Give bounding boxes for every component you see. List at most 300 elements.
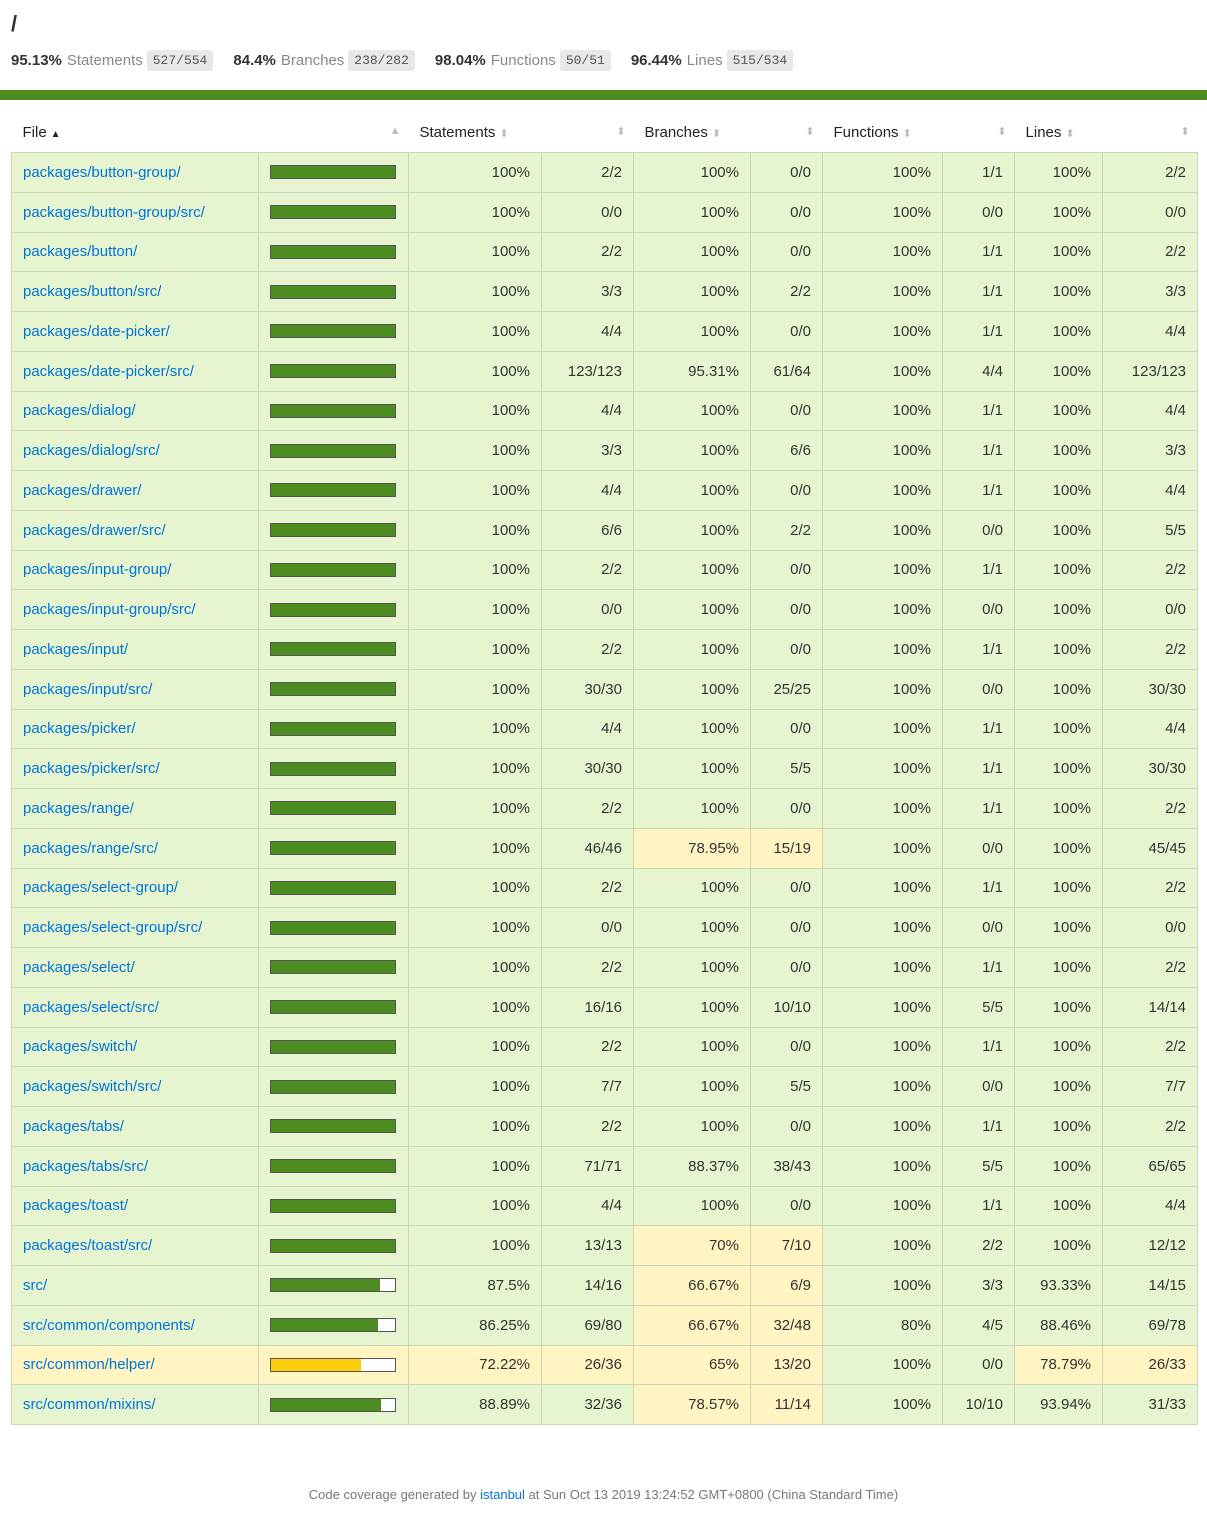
lines-fraction: 45/45 (1103, 828, 1198, 868)
coverage-bar-fill (271, 1041, 395, 1053)
coverage-bar-cell (259, 312, 409, 352)
lines-pct: 100% (1015, 908, 1103, 948)
sort-icon: ⬍ (805, 126, 815, 138)
file-link[interactable]: packages/button/src/ (23, 283, 162, 301)
lines-fraction: 4/4 (1103, 391, 1198, 431)
statements-pct: 100% (409, 1146, 542, 1186)
branches-pct: 100% (634, 908, 751, 948)
file-link[interactable]: packages/switch/ (23, 1038, 138, 1056)
summary-label: Statements (66, 52, 143, 69)
lines-fraction: 31/33 (1103, 1385, 1198, 1425)
footer (0, 1487, 1207, 1502)
coverage-bar-cell (259, 987, 409, 1027)
functions-fraction: 1/1 (943, 431, 1015, 471)
branches-pct: 70% (634, 1226, 751, 1266)
lines-pct: 100% (1015, 272, 1103, 312)
table-row (12, 749, 1198, 789)
table-row (12, 550, 1198, 590)
coverage-bar-cell (259, 908, 409, 948)
file-cell (12, 471, 259, 511)
coverage-bar-fill (271, 683, 395, 695)
coverage-bar-cell (259, 1305, 409, 1345)
summary-statements (11, 50, 213, 71)
coverage-bar-cell (259, 1107, 409, 1147)
summary-label: Lines (686, 52, 723, 69)
file-link[interactable]: packages/range/src/ (23, 839, 159, 857)
lines-pct: 100% (1015, 1067, 1103, 1107)
file-link[interactable]: src/common/components/ (23, 1316, 195, 1334)
file-cell (12, 1067, 259, 1107)
functions-fraction: 0/0 (943, 669, 1015, 709)
lines-fraction: 2/2 (1103, 630, 1198, 670)
coverage-bar-cell (259, 431, 409, 471)
coverage-bar-cell (259, 590, 409, 630)
coverage-bar (270, 1318, 396, 1332)
branches-pct: 100% (634, 789, 751, 829)
statements-fraction: 2/2 (542, 1027, 634, 1067)
statements-fraction: 26/36 (542, 1345, 634, 1385)
functions-pct: 100% (823, 749, 943, 789)
functions-fraction: 1/1 (943, 550, 1015, 590)
branches-pct: 100% (634, 471, 751, 511)
coverage-bar (270, 483, 396, 497)
file-cell (12, 789, 259, 829)
file-cell (12, 510, 259, 550)
branches-fraction: 61/64 (751, 351, 823, 391)
table-row (12, 391, 1198, 431)
coverage-bar-fill (271, 643, 395, 655)
coverage-bar-fill (271, 1081, 395, 1093)
branches-fraction: 15/19 (751, 828, 823, 868)
branches-pct: 100% (634, 312, 751, 352)
lines-pct: 100% (1015, 391, 1103, 431)
status-line (0, 90, 1207, 100)
summary-label: Functions (490, 52, 556, 69)
functions-pct: 100% (823, 948, 943, 988)
statements-pct: 100% (409, 1027, 542, 1067)
coverage-bar-cell (259, 1186, 409, 1226)
functions-pct: 100% (823, 550, 943, 590)
file-cell (12, 1266, 259, 1306)
coverage-bar-cell (259, 1226, 409, 1266)
summary-bar (11, 50, 1196, 71)
branches-pct: 100% (634, 590, 751, 630)
lines-fraction: 30/30 (1103, 749, 1198, 789)
summary-fraction: 527/554 (147, 50, 214, 71)
statements-pct: 100% (409, 868, 542, 908)
statements-fraction: 2/2 (542, 630, 634, 670)
branches-fraction: 6/6 (751, 431, 823, 471)
branches-fraction: 0/0 (751, 908, 823, 948)
file-link[interactable]: src/ (23, 1276, 48, 1294)
branches-fraction: 10/10 (751, 987, 823, 1027)
functions-pct: 100% (823, 1385, 943, 1425)
coverage-bar-cell (259, 1385, 409, 1425)
statements-fraction: 16/16 (542, 987, 634, 1027)
coverage-bar-fill (271, 206, 395, 218)
lines-fraction: 5/5 (1103, 510, 1198, 550)
lines-pct: 100% (1015, 312, 1103, 352)
branches-fraction: 0/0 (751, 868, 823, 908)
coverage-bar-cell (259, 391, 409, 431)
statements-fraction: 71/71 (542, 1146, 634, 1186)
file-link[interactable]: packages/drawer/src/ (23, 521, 166, 539)
coverage-bar (270, 603, 396, 617)
file-cell (12, 948, 259, 988)
functions-fraction: 4/4 (943, 351, 1015, 391)
file-link[interactable]: packages/select-group/src/ (23, 919, 203, 937)
sort-icon: ⬍ (997, 126, 1007, 138)
coverage-bar-fill (271, 922, 395, 934)
sort-icon: ⬍ (616, 126, 626, 138)
functions-pct: 100% (823, 987, 943, 1027)
statements-pct: 100% (409, 948, 542, 988)
lines-fraction: 2/2 (1103, 868, 1198, 908)
functions-pct: 100% (823, 272, 943, 312)
coverage-bar-fill (271, 1240, 395, 1252)
statements-fraction: 4/4 (542, 391, 634, 431)
functions-fraction: 0/0 (943, 828, 1015, 868)
lines-header-label: Lines (1025, 123, 1062, 141)
lines-fraction: 30/30 (1103, 669, 1198, 709)
functions-pct: 100% (823, 510, 943, 550)
file-link[interactable]: packages/switch/src/ (23, 1078, 162, 1096)
file-cell (12, 1385, 259, 1425)
branches-fraction: 2/2 (751, 272, 823, 312)
branches-fraction: 0/0 (751, 1027, 823, 1067)
statements-pct: 100% (409, 669, 542, 709)
functions-fraction: 0/0 (943, 192, 1015, 232)
lines-pct: 100% (1015, 550, 1103, 590)
file-link[interactable]: packages/toast/ (23, 1197, 129, 1215)
file-cell (12, 590, 259, 630)
coverage-bar-fill (271, 961, 395, 973)
functions-pct: 100% (823, 908, 943, 948)
statements-fraction: 6/6 (542, 510, 634, 550)
coverage-table (11, 112, 1198, 1425)
table-row (12, 1345, 1198, 1385)
branches-fraction: 5/5 (751, 749, 823, 789)
branches-pct: 65% (634, 1345, 751, 1385)
functions-fraction: 1/1 (943, 789, 1015, 829)
branches-pct: 78.57% (634, 1385, 751, 1425)
file-cell (12, 1186, 259, 1226)
lines-fraction: 7/7 (1103, 1067, 1198, 1107)
file-link[interactable]: packages/input-group/ (23, 561, 172, 579)
file-link[interactable]: packages/dialog/src/ (23, 442, 160, 460)
functions-pct: 100% (823, 1027, 943, 1067)
branches-fraction: 32/48 (751, 1305, 823, 1345)
functions-fraction: 1/1 (943, 1027, 1015, 1067)
file-cell (12, 1226, 259, 1266)
footer-suffix: at Sun Oct 13 2019 13:24:52 GMT+0800 (China Standard Time) (528, 1487, 899, 1502)
branches-fraction: 0/0 (751, 948, 823, 988)
lines-pct: 100% (1015, 192, 1103, 232)
file-cell (12, 391, 259, 431)
functions-fraction: 10/10 (943, 1385, 1015, 1425)
coverage-bar (270, 165, 396, 179)
file-column-header[interactable] (12, 112, 259, 153)
file-cell (12, 192, 259, 232)
summary-fraction: 50/51 (560, 50, 611, 71)
functions-pct: 100% (823, 312, 943, 352)
functions-header-label: Functions (833, 123, 899, 141)
functions-pct: 100% (823, 471, 943, 511)
file-cell (12, 272, 259, 312)
file-link[interactable]: packages/drawer/ (23, 481, 142, 499)
file-link[interactable]: packages/tabs/src/ (23, 1157, 149, 1175)
branches-pct: 100% (634, 630, 751, 670)
file-link[interactable]: packages/button-group/src/ (23, 203, 205, 221)
statements-fraction: 2/2 (542, 1107, 634, 1147)
lines-fraction: 2/2 (1103, 789, 1198, 829)
branches-column-header[interactable] (634, 112, 823, 153)
file-link[interactable]: src/common/helper/ (23, 1356, 155, 1374)
summary-label: Branches (280, 52, 345, 69)
coverage-bar (270, 324, 396, 338)
coverage-bar (270, 682, 396, 696)
table-row (12, 1186, 1198, 1226)
coverage-bar-cell (259, 669, 409, 709)
summary-pct: 96.44% (630, 52, 682, 69)
coverage-bar (270, 722, 396, 736)
statements-column-header[interactable] (409, 112, 634, 153)
statements-fraction: 3/3 (542, 431, 634, 471)
coverage-bar (270, 1239, 396, 1253)
file-link[interactable]: packages/button/ (23, 243, 138, 261)
statements-fraction: 4/4 (542, 471, 634, 511)
file-link[interactable]: packages/toast/src/ (23, 1237, 153, 1255)
file-link[interactable]: packages/input-group/src/ (23, 601, 196, 619)
coverage-bar-cell (259, 471, 409, 511)
lines-pct: 100% (1015, 153, 1103, 193)
branches-pct: 88.37% (634, 1146, 751, 1186)
sort-asc-icon: ▲ (50, 128, 61, 140)
file-cell (12, 749, 259, 789)
lines-pct: 100% (1015, 1107, 1103, 1147)
lines-fraction: 0/0 (1103, 590, 1198, 630)
file-link[interactable]: packages/picker/ (23, 720, 136, 738)
file-link[interactable]: packages/select-group/ (23, 879, 179, 897)
lines-fraction: 3/3 (1103, 272, 1198, 312)
table-row (12, 1305, 1198, 1345)
lines-fraction: 26/33 (1103, 1345, 1198, 1385)
statements-fraction: 30/30 (542, 749, 634, 789)
lines-column-header[interactable] (1015, 112, 1198, 153)
summary-fraction: 238/282 (348, 50, 415, 71)
branches-fraction: 0/0 (751, 391, 823, 431)
lines-pct: 100% (1015, 948, 1103, 988)
coverage-bar (270, 1119, 396, 1133)
table-row (12, 669, 1198, 709)
branches-pct: 100% (634, 1186, 751, 1226)
statements-pct: 100% (409, 987, 542, 1027)
sort-icon: ▲︎ (389, 125, 401, 137)
statements-pct: 100% (409, 351, 542, 391)
functions-fraction: 4/5 (943, 1305, 1015, 1345)
branches-pct: 100% (634, 232, 751, 272)
coverage-bar-cell (259, 550, 409, 590)
table-row (12, 908, 1198, 948)
statements-pct: 100% (409, 1226, 542, 1266)
file-link[interactable]: packages/date-picker/ (23, 322, 170, 340)
file-link[interactable]: packages/dialog/ (23, 402, 136, 420)
branches-fraction: 0/0 (751, 789, 823, 829)
istanbul-link[interactable]: istanbul (480, 1487, 525, 1502)
table-row (12, 630, 1198, 670)
coverage-bar (270, 404, 396, 418)
statements-pct: 87.5% (409, 1266, 542, 1306)
branches-pct: 100% (634, 272, 751, 312)
statements-fraction: 0/0 (542, 590, 634, 630)
lines-fraction: 12/12 (1103, 1226, 1198, 1266)
branches-fraction: 5/5 (751, 1067, 823, 1107)
branches-fraction: 0/0 (751, 1186, 823, 1226)
branches-pct: 100% (634, 153, 751, 193)
lines-fraction: 2/2 (1103, 550, 1198, 590)
coverage-bar (270, 921, 396, 935)
coverage-bar-fill (271, 763, 395, 775)
table-row (12, 232, 1198, 272)
coverage-bar (270, 1159, 396, 1173)
coverage-bar-cell (259, 749, 409, 789)
file-link[interactable]: packages/tabs/ (23, 1117, 124, 1135)
lines-pct: 100% (1015, 1146, 1103, 1186)
table-row (12, 1067, 1198, 1107)
file-link[interactable]: src/common/mixins/ (23, 1396, 156, 1414)
statements-pct: 100% (409, 391, 542, 431)
file-cell (12, 1027, 259, 1067)
branches-fraction: 6/9 (751, 1266, 823, 1306)
table-row (12, 510, 1198, 550)
coverage-rows (12, 153, 1198, 1425)
file-cell (12, 868, 259, 908)
statements-pct: 100% (409, 232, 542, 272)
file-link[interactable]: packages/input/ (23, 640, 129, 658)
functions-fraction: 1/1 (943, 312, 1015, 352)
header (0, 0, 1207, 78)
functions-fraction: 5/5 (943, 987, 1015, 1027)
functions-pct: 100% (823, 431, 943, 471)
lines-pct: 88.46% (1015, 1305, 1103, 1345)
file-link[interactable]: packages/date-picker/src/ (23, 362, 194, 380)
statements-fraction: 32/36 (542, 1385, 634, 1425)
coverage-bar-cell (259, 1027, 409, 1067)
coverage-bar-cell (259, 153, 409, 193)
table-row (12, 351, 1198, 391)
branches-pct: 100% (634, 987, 751, 1027)
file-link[interactable]: packages/select/ (23, 958, 135, 976)
coverage-bar (270, 841, 396, 855)
branches-fraction: 25/25 (751, 669, 823, 709)
table-row (12, 1027, 1198, 1067)
coverage-bar-fill (271, 1001, 395, 1013)
functions-pct: 100% (823, 1226, 943, 1266)
functions-fraction: 0/0 (943, 510, 1015, 550)
branches-pct: 100% (634, 749, 751, 789)
coverage-bar-cell (259, 1266, 409, 1306)
coverage-bar (270, 960, 396, 974)
lines-fraction: 0/0 (1103, 192, 1198, 232)
branches-pct: 100% (634, 709, 751, 749)
branches-pct: 66.67% (634, 1266, 751, 1306)
functions-fraction: 1/1 (943, 391, 1015, 431)
functions-fraction: 1/1 (943, 948, 1015, 988)
coverage-bar-fill (271, 325, 395, 337)
file-cell (12, 351, 259, 391)
file-link[interactable]: packages/picker/src/ (23, 760, 160, 778)
file-cell (12, 153, 259, 193)
branches-pct: 78.95% (634, 828, 751, 868)
file-cell (12, 550, 259, 590)
statements-fraction: 2/2 (542, 868, 634, 908)
sort-icon: ⬍ (711, 127, 722, 140)
file-link[interactable]: packages/button-group/ (23, 163, 181, 181)
table-row (12, 987, 1198, 1027)
table-row (12, 1107, 1198, 1147)
coverage-bar-fill (271, 802, 395, 814)
footer-prefix: Code coverage generated by (308, 1487, 477, 1502)
coverage-bar-column-header[interactable] (259, 112, 409, 153)
statements-pct: 100% (409, 510, 542, 550)
branches-fraction: 0/0 (751, 232, 823, 272)
file-link[interactable]: packages/input/src/ (23, 680, 153, 698)
lines-pct: 100% (1015, 749, 1103, 789)
sort-icon: ⬍ (1065, 127, 1075, 140)
table-row (12, 1385, 1198, 1425)
statements-fraction: 14/16 (542, 1266, 634, 1306)
functions-fraction: 1/1 (943, 709, 1015, 749)
statements-pct: 100% (409, 471, 542, 511)
functions-pct: 100% (823, 153, 943, 193)
summary-functions (435, 50, 611, 71)
file-cell (12, 1345, 259, 1385)
table-row (12, 1146, 1198, 1186)
file-link[interactable]: packages/range/ (23, 799, 134, 817)
lines-pct: 100% (1015, 1226, 1103, 1266)
branches-fraction: 0/0 (751, 550, 823, 590)
lines-fraction: 123/123 (1103, 351, 1198, 391)
lines-pct: 93.94% (1015, 1385, 1103, 1425)
coverage-bar-fill (271, 246, 395, 258)
lines-pct: 100% (1015, 590, 1103, 630)
branches-header-label: Branches (644, 123, 708, 141)
file-cell (12, 1107, 259, 1147)
statements-fraction: 2/2 (542, 550, 634, 590)
branches-pct: 66.67% (634, 1305, 751, 1345)
branches-fraction: 38/43 (751, 1146, 823, 1186)
sort-icon: ⬍ (1180, 126, 1190, 138)
file-link[interactable]: packages/select/src/ (23, 998, 159, 1016)
coverage-bar (270, 245, 396, 259)
functions-fraction: 5/5 (943, 1146, 1015, 1186)
functions-pct: 100% (823, 669, 943, 709)
coverage-bar (270, 563, 396, 577)
sort-icon: ⬍ (902, 127, 912, 140)
functions-pct: 100% (823, 351, 943, 391)
branches-pct: 100% (634, 868, 751, 908)
functions-column-header[interactable] (823, 112, 1015, 153)
statements-pct: 100% (409, 908, 542, 948)
table-header (12, 112, 1198, 153)
file-header-label: File (22, 123, 47, 141)
table-row (12, 789, 1198, 829)
lines-fraction: 2/2 (1103, 1027, 1198, 1067)
coverage-bar (270, 285, 396, 299)
coverage-bar (270, 205, 396, 219)
functions-pct: 100% (823, 1186, 943, 1226)
functions-fraction: 1/1 (943, 868, 1015, 908)
